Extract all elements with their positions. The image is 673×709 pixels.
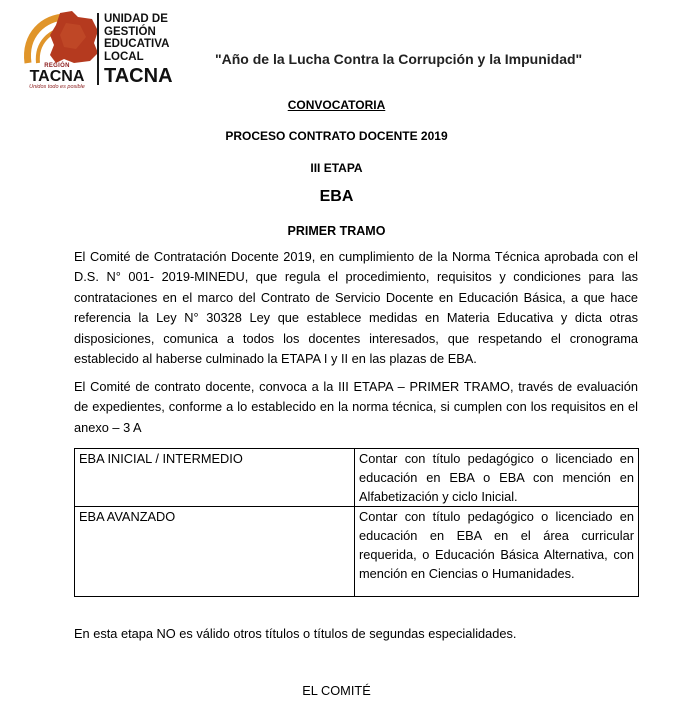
logo-region-label: REGIÓN bbox=[44, 63, 70, 69]
body-paragraph: El Comité de Contratación Docente 2019, en cumplimiento de la Norma Técnica aprobada con el D.S. N° 001- 2019-MINEDU, que regula el procedimiento, requisitos y condiciones para las contrataciones en el marco del Contrato de Servicio Docente en Educación Básica, a que hace referencia la Ley N° 30328 Ley que establece medidas en Materia Educativa y dicta otras disposiciones, comunica a todos los docentes interesados, que respetando el cronograma establecido al haberse culminado la ETAPA I y II en las plazas de EBA. bbox=[74, 249, 638, 367]
year-motto: "Año de la Lucha Contra la Corrupción y la Impunidad" bbox=[215, 51, 583, 67]
title-proceso: PROCESO CONTRATO DOCENTE 2019 bbox=[225, 129, 448, 143]
logo-region-name: TACNA bbox=[29, 68, 85, 85]
condition-cell: Contar con título pedagógico o licenciado en educación en EBA o EBA con mención en Alfabetización y ciclo Inicial. bbox=[355, 449, 639, 507]
unit-city: TACNA bbox=[104, 65, 173, 87]
footnote: En esta etapa NO es válido otros títulos o títulos de segundas especialidades. bbox=[74, 626, 517, 641]
title-convocatoria: CONVOCATORIA bbox=[287, 98, 386, 112]
condition-cell: Contar con título pedagógico o licenciado en educación en EBA en el área curricular requerida, o Educación Básica Alternativa, con mención en Ciencias o Humanidades. bbox=[355, 507, 639, 597]
signature: EL COMITÉ bbox=[302, 683, 371, 698]
title-modalidad: EBA bbox=[319, 188, 354, 205]
unit-name bbox=[104, 13, 169, 63]
table-row bbox=[75, 449, 639, 507]
unit-name-line: GESTIÓN bbox=[104, 25, 156, 38]
title-tramo: PRIMER TRAMO bbox=[287, 224, 386, 238]
unit-name-line: LOCAL bbox=[104, 50, 144, 63]
logo-tagline: Unidos todo es posible bbox=[29, 84, 85, 90]
level-cell: EBA INICIAL / INTERMEDIO bbox=[75, 449, 355, 507]
header-divider bbox=[97, 13, 99, 85]
unit-name-line: EDUCATIVA bbox=[104, 38, 170, 51]
logo-wordmark bbox=[14, 63, 100, 90]
title-etapa: III ETAPA bbox=[310, 161, 363, 175]
body-paragraph: El Comité de contrato docente, convoca a la III ETAPA – PRIMER TRAMO, través de evaluación de expedientes, conforme a lo establecido en la norma técnica, si cumplen con los requisitos en el anexo – 3 A bbox=[74, 379, 638, 435]
table-row bbox=[75, 507, 639, 597]
requirements-table bbox=[74, 448, 639, 597]
level-cell: EBA AVANZADO bbox=[75, 507, 355, 597]
unit-name-line: UNIDAD DE bbox=[104, 13, 168, 25]
